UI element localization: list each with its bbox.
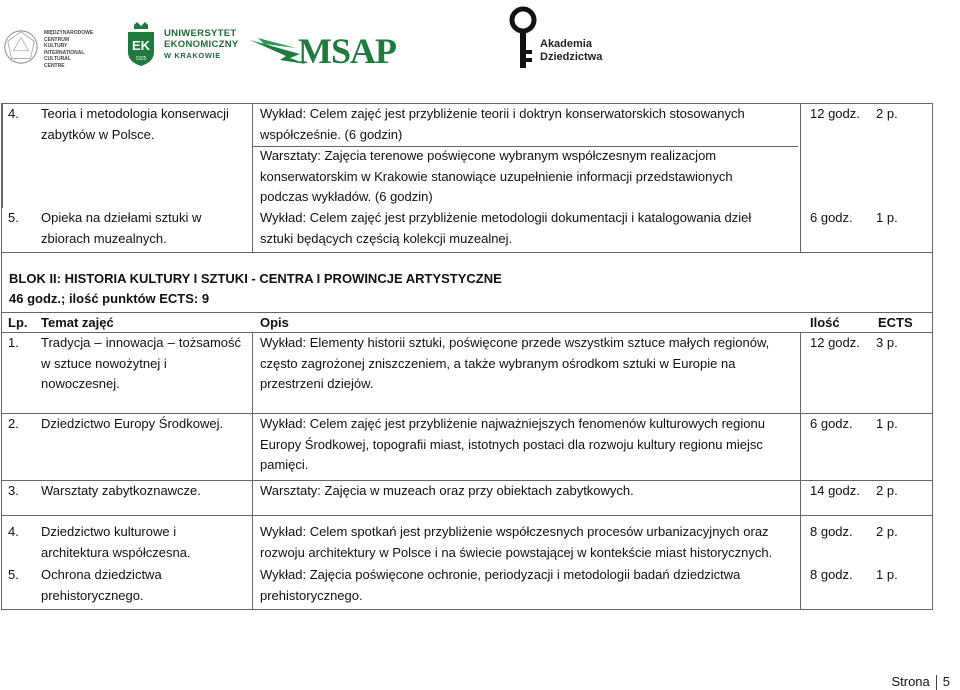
row-hours: 6 godz. [810,416,853,431]
page-footer [891,674,950,690]
description-line: podczas wykładów. (6 godzin) [260,189,433,204]
akademia-dziedzictwa-logo [508,6,618,72]
footer-label: Strona [891,674,930,689]
description-line: Europy Środkowej, topografii miast, istotnych postaci dla rozwoju kultury regionu miejsc [260,436,763,452]
topic-line: w sztuce nowożytnej i [41,355,167,371]
program-table [1,103,933,610]
mck-logo [2,22,112,72]
row-lp: 5. [8,210,19,225]
description-line: Wykład: Elementy historii sztuki, poświęcone przede wszystkim sztuce małych regionów, [260,335,770,350]
row-hours: 12 godz. [810,335,860,350]
row-topic [41,565,247,606]
block-heading-row [2,252,932,312]
row-topic [41,208,247,249]
description-line: sztuki będących częścią kolekcji muzealnej. [260,230,513,246]
row-ects: 2 p. [876,483,898,498]
table-header-row [2,312,932,332]
description-line: rozwoju architektury w Polsce i na świecie powstającej w kontekście miast historycznych. [260,544,773,560]
row-topic [41,414,247,435]
table-row [2,561,932,609]
row-hours: 6 godz. [810,210,853,225]
row-topic [41,522,247,563]
row-ects: 3 p. [876,335,898,350]
mck-line: INTERNATIONAL [44,49,85,56]
row-ects: 1 p. [876,210,898,225]
uek-line: UNIWERSYTET [164,28,237,39]
svg-text:EK: EK [131,38,151,53]
uek-line: EKONOMICZNY [164,39,239,50]
header-description: Opis [260,315,289,330]
topic-line: nowoczesnej. [41,376,120,391]
mck-line: KULTURY [44,43,68,49]
row-lp: 2. [8,416,19,431]
topic-line: Dziedzictwo kulturowe i [41,524,177,539]
uek-line: W KRAKOWIE [164,51,221,60]
row-lp: 4. [8,106,19,121]
topic-line: Dziedzictwo Europy Środkowej. [41,416,224,431]
description-line: Wykład: Celem zajęć jest przybliżenie najważniejszych fenomenów kulturowych regionu [260,416,765,431]
table-row [2,413,932,480]
header-lp: Lp. [8,315,28,330]
row-description [260,565,792,606]
footer-separator [936,675,937,690]
block-summary: 46 godz.; ilość punktów ECTS: 9 [9,291,210,306]
topic-line: Ochrona dziedzictwa [41,567,162,582]
description-line: Warsztaty: Zajęcia terenowe poświęcone wybranym współczesnym realizacjom [260,148,717,163]
topic-line: architektura współczesna. [41,544,191,560]
row-ects: 1 p. [876,416,898,431]
table-row [2,104,932,208]
topic-line: Warsztaty zabytkoznawcze. [41,483,201,498]
description-line: Wykład: Celem spotkań jest przybliżenie współczesnych procesów urbanizacyjnych oraz [260,524,769,539]
description-line: konserwatorskim w Krakowie stanowiące uzupełnienie informacji przedstawionych [260,168,733,184]
row-description [260,146,792,208]
mck-line: CENTRUM [44,36,69,43]
topic-line: prehistorycznego. [41,587,144,603]
row-description [260,333,792,395]
mck-line: CENTRE [44,62,65,69]
row-lp: 4. [8,524,19,539]
row-topic [41,481,247,502]
row-ects: 1 p. [876,567,898,582]
mck-circle-emblem-icon [2,28,40,66]
description-line: prehistorycznego. [260,587,363,603]
row-lp: 1. [8,335,19,350]
description-line: Wykład: Zajęcia poświęcone ochronie, periodyzacji i metodologii badań dziedzictwa [260,567,741,582]
key-icon [508,6,538,70]
mck-line: MIĘDZYNARODOWE [44,30,94,36]
row-hours: 12 godz. [810,106,860,121]
row-lp: 3. [8,483,19,498]
description-line: współcześnie. (6 godzin) [260,126,403,142]
topic-line: Tradycja – innowacja – tożsamość [41,335,241,350]
table-row [2,480,932,515]
block-title: BLOK II: HISTORIA KULTURY I SZTUKI - CENTRA I PROWINCJE ARTYSTYCZNE [9,271,502,286]
row-hours: 14 godz. [810,483,860,498]
row-topic [41,333,247,395]
uek-logo [126,22,239,70]
akademia-line: Akademia [540,38,592,50]
description-line: Wykład: Celem zajęć jest przybliżenie metodologii dokumentacji i katalogowania dzieł [260,210,752,225]
topic-line: Teoria i metodologia konserwacji [41,106,229,121]
row-description [260,208,792,249]
uek-year: 1925 [135,56,147,62]
row-description [260,522,792,563]
uek-shield-icon [126,22,156,66]
akademia-line: Dziedzictwa [540,51,603,63]
row-description [260,104,792,145]
row-topic [41,104,247,145]
topic-line: zabytków w Polsce. [41,126,155,142]
row-ects: 2 p. [876,106,898,121]
row-lp: 5. [8,567,19,582]
description-line: często zagrożonej zniszczeniem, a także wybranym ośrodkom sztuki w Europie na [260,355,736,371]
msap-wordmark: MSAP [298,31,396,71]
row-ects: 2 p. [876,524,898,539]
header-topic: Temat zajęć [41,315,114,330]
description-line: przestrzeni dziejów. [260,376,374,391]
mck-line: CULTURAL [44,56,71,62]
row-description [260,481,792,502]
page-number: 5 [942,674,950,689]
row-hours: 8 godz. [810,524,853,539]
header-ects: ECTS [878,315,913,330]
row-description [260,414,792,476]
header-hours: Ilość [810,315,840,330]
msap-logo [250,28,400,72]
table-row [2,515,932,561]
description-line: Warsztaty: Zajęcia w muzeach oraz przy obiektach zabytkowych. [260,483,634,498]
topic-line: Opieka na dziełami sztuki w [41,210,202,225]
description-line: Wykład: Celem zajęć jest przybliżenie teorii i doktryn konserwatorskich stosowanych [260,106,745,121]
table-row [2,208,932,252]
topic-line: zbiorach muzealnych. [41,230,167,246]
row-hours: 8 godz. [810,567,853,582]
table-row [2,332,932,413]
description-line: pamięci. [260,457,309,472]
